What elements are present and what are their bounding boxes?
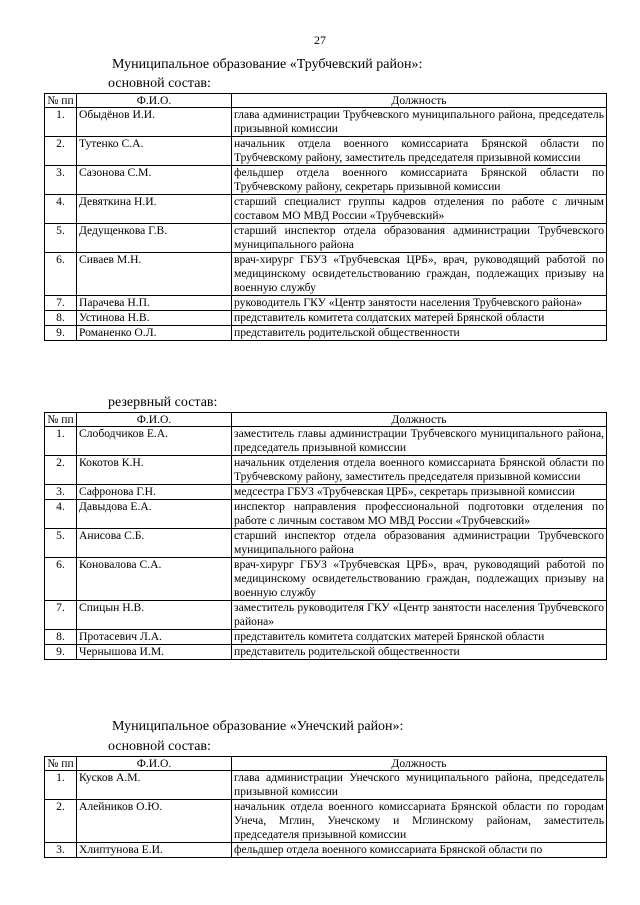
member-name: Хлиптунова Е.И. [77,843,232,858]
member-name: Тутенко С.А. [77,137,232,166]
table-row [45,529,607,558]
member-position: глава администрации Трубчевского муниципального района, председатель призывной комиссии [232,108,607,137]
commission-table-trubchevsky-reserve [44,412,607,660]
row-number: 9. [45,326,77,341]
member-position: врач-хирург ГБУЗ «Трубчевская ЦРБ», врач, руководящий работой по медицинскому освидетельствованию граждан, подлежащих призыву на военную службу [232,253,607,296]
row-number: 8. [45,630,77,645]
member-position: начальник отдела военного комиссариата Брянской области по Трубчевскому району, заместитель председателя призывной комиссии [232,137,607,166]
member-position: представитель родительской общественности [232,326,607,341]
composition-subtitle: основной состав: [108,76,211,91]
row-number: 2. [45,137,77,166]
member-position: глава администрации Унечского муниципального района, председатель призывной комиссии [232,771,607,800]
table-row [45,137,607,166]
page-number: 27 [314,33,326,47]
member-name: Чернышова И.М. [77,645,232,660]
member-name: Анисова С.Б. [77,529,232,558]
row-number: 2. [45,456,77,485]
municipality-title: Муниципальное образование «Трубчевский район»: [112,57,423,72]
member-name: Слободчиков Е.А. [77,427,232,456]
member-position: начальник отделения отдела военного комиссариата Брянской области по Трубчевскому району, заместитель председателя призывной комиссии [232,456,607,485]
member-position: фельдшер отдела военного комиссариата Брянской области по [232,843,607,858]
header-position: Должность [232,94,607,108]
member-position: медсестра ГБУЗ «Трубчевская ЦРБ», секретарь призывной комиссии [232,485,607,500]
member-position: начальник отдела военного комиссариата Брянской области по городам Унеча, Мглин, Унечскому и Мглинскому районам, заместитель председателя призывной комиссии [232,800,607,843]
member-name: Обыдёнов И.И. [77,108,232,137]
table-row [45,558,607,601]
table-row [45,427,607,456]
header-name: Ф.И.О. [77,757,232,771]
row-number: 5. [45,224,77,253]
row-number: 1. [45,108,77,137]
row-number: 9. [45,645,77,660]
row-number: 1. [45,427,77,456]
member-position: заместитель главы администрации Трубчевского муниципального района, председатель призывной комиссии [232,427,607,456]
member-name: Протасевич Л.А. [77,630,232,645]
table-header-row [45,94,607,108]
row-number: 2. [45,800,77,843]
header-position: Должность [232,757,607,771]
row-number: 7. [45,601,77,630]
row-number: 3. [45,843,77,858]
composition-subtitle: основной состав: [108,739,211,754]
member-position: старший инспектор отдела образования администрации Трубчевского муниципального района [232,529,607,558]
member-name: Коновалова С.А. [77,558,232,601]
row-number: 4. [45,500,77,529]
header-name: Ф.И.О. [77,413,232,427]
table-row [45,166,607,195]
member-name: Парачева Н.П. [77,296,232,311]
member-name: Сафронова Г.Н. [77,485,232,500]
member-position: заместитель руководителя ГКУ «Центр занятости населения Трубчевского района» [232,601,607,630]
header-position: Должность [232,413,607,427]
table-row [45,253,607,296]
row-number: 4. [45,195,77,224]
member-name: Спицын Н.В. [77,601,232,630]
table-row [45,630,607,645]
member-name: Алейников О.Ю. [77,800,232,843]
row-number: 7. [45,296,77,311]
row-number: 8. [45,311,77,326]
member-position: представитель родительской общественности [232,645,607,660]
row-number: 3. [45,485,77,500]
member-position: представитель комитета солдатских матерей Брянской области [232,630,607,645]
member-position: представитель комитета солдатских матерей Брянской области [232,311,607,326]
member-name: Девяткина Н.И. [77,195,232,224]
composition-subtitle: резервный состав: [108,395,218,410]
member-name: Романенко О.Л. [77,326,232,341]
row-number: 6. [45,253,77,296]
table-row [45,800,607,843]
header-number: № пп [45,94,77,108]
member-name: Кусков А.М. [77,771,232,800]
member-position: руководитель ГКУ «Центр занятости населения Трубчевского района» [232,296,607,311]
member-name: Кокотов К.Н. [77,456,232,485]
header-number: № пп [45,413,77,427]
table-row [45,108,607,137]
table-row [45,326,607,341]
table-row [45,843,607,858]
table-row [45,195,607,224]
member-name: Устинова Н.В. [77,311,232,326]
commission-table-unecha-main [44,756,607,858]
table-header-row [45,413,607,427]
table-row [45,311,607,326]
member-position: старший специалист группы кадров отделения по работе с личным составом МО МВД России «Трубчевский» [232,195,607,224]
commission-table-trubchevsky-main [44,93,607,341]
member-position: старший инспектор отдела образования администрации Трубчевского муниципального района [232,224,607,253]
table-header-row [45,757,607,771]
member-position: фельдшер отдела военного комиссариата Брянской области по Трубчевскому району, секретарь призывной комиссии [232,166,607,195]
table-row [45,224,607,253]
municipality-title: Муниципальное образование «Унечский район»: [112,719,404,734]
header-name: Ф.И.О. [77,94,232,108]
row-number: 5. [45,529,77,558]
row-number: 3. [45,166,77,195]
table-row [45,771,607,800]
table-row [45,296,607,311]
member-name: Давыдова Е.А. [77,500,232,529]
table-row [45,456,607,485]
member-name: Дедущенкова Г.В. [77,224,232,253]
member-position: врач-хирург ГБУЗ «Трубчевская ЦРБ», врач, руководящий работой по медицинскому освидетельствованию граждан, подлежащих призыву на военную службу [232,558,607,601]
member-position: инспектор направления профессиональной подготовки отделения по работе с личным составом МО МВД России «Трубчевский» [232,500,607,529]
member-name: Сазонова С.М. [77,166,232,195]
table-row [45,500,607,529]
row-number: 1. [45,771,77,800]
table-row [45,645,607,660]
row-number: 6. [45,558,77,601]
table-row [45,485,607,500]
member-name: Сиваев М.Н. [77,253,232,296]
table-row [45,601,607,630]
header-number: № пп [45,757,77,771]
